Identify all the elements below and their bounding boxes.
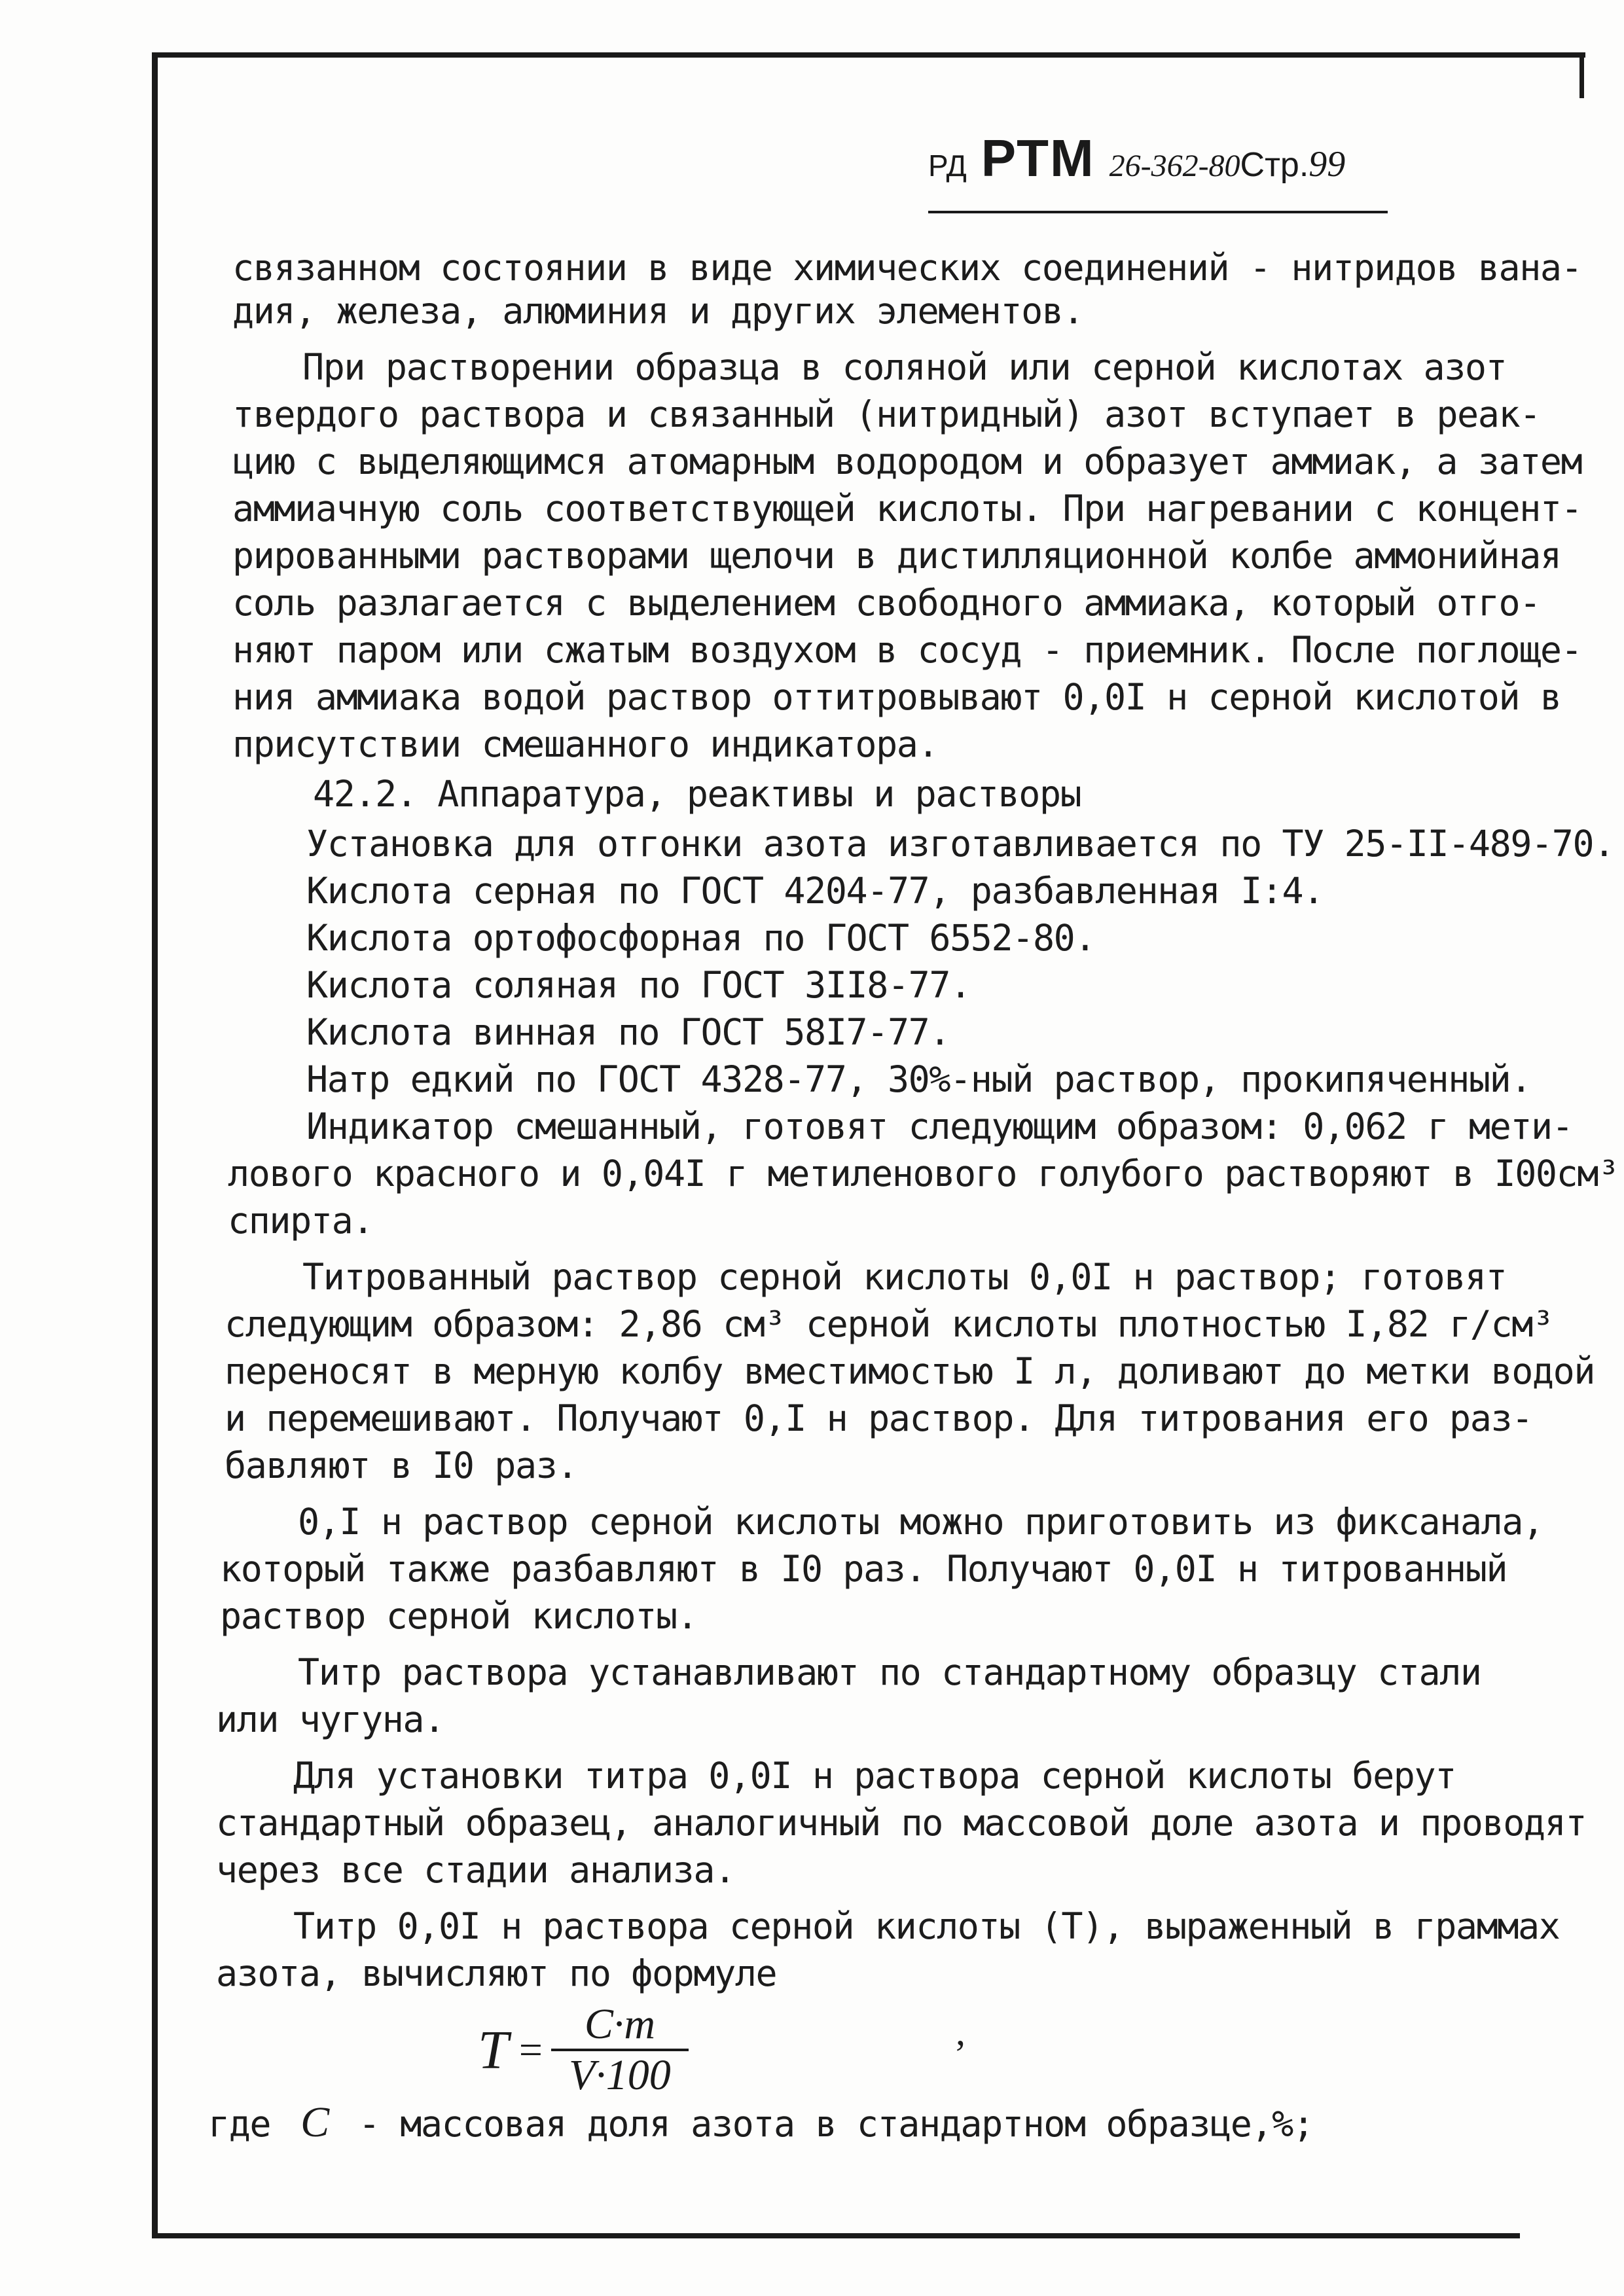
text-line: Натр едкий по ГОСТ 4328-77, 30%-ный раствор, прокипяченный. — [306, 1058, 1532, 1100]
header-page-label: Стр. — [1240, 146, 1309, 184]
frame-left-border — [152, 52, 158, 2238]
text-line: Кислота серная по ГОСТ 4204-77, разбавленная I:4. — [306, 870, 1324, 912]
header-document-number: 26-362-80 — [1109, 149, 1240, 183]
text-line: дия, железа, алюминия и других элементов. — [232, 290, 1084, 332]
text-line: Титр 0,0I н раствора серной кислоты (Т), выраженный в граммах — [293, 1905, 1560, 1947]
text-line: аммиачную соль соответствующей кислоты. При нагревании с концент- — [232, 488, 1582, 529]
text-line: Титр раствора устанавливают по стандартному образцу стали — [298, 1651, 1481, 1693]
section-heading: 42.2. Аппаратура, реактивы и растворы — [313, 773, 1081, 815]
formula-numerator: C·m — [584, 2000, 655, 2048]
text-line: Установка для отгонки азота изготавливается по ТУ 25-II-489-70. — [306, 823, 1614, 865]
text-line: бавляют в I0 раз. — [225, 1444, 578, 1486]
where-variable: C — [300, 2098, 329, 2146]
text-line: или чугуна. — [216, 1698, 444, 1740]
text-line: связанном состоянии в виде химических соединений - нитридов вана- — [232, 247, 1582, 289]
formula-denominator: V·100 — [568, 2051, 671, 2099]
header-prefix: РД — [928, 149, 967, 183]
text-line: соль разлагается с выделением свободного аммиака, который отго- — [232, 582, 1540, 624]
text-line: Титрованный раствор серной кислоты 0,0I н раствор; готовят — [302, 1256, 1507, 1298]
formula-lhs: T — [478, 2019, 509, 2081]
text-line: цию с выделяющимся атомарным водородом и образует аммиак, а затем — [232, 440, 1582, 482]
frame-top-border — [152, 52, 1585, 58]
text-line: Кислота ортофосфорная по ГОСТ 6552-80. — [306, 917, 1096, 959]
header-code: РТМ — [981, 129, 1095, 187]
text-line: следующим образом: 2,86 см³ серной кислоты плотностью I,82 г/см³ — [225, 1303, 1553, 1345]
formula-fraction — [551, 2001, 689, 2098]
text-line: твердого раствора и связанный (нитридный) азот вступает в реак- — [232, 393, 1540, 435]
text-line: который также разбавляют в I0 раз. Получают 0,0I н титрованный — [220, 1548, 1507, 1590]
text-line: Индикатор смешанный, готовят следующим образом: 0,062 г мети- — [306, 1105, 1573, 1147]
text-line: Для установки титра 0,0I н раствора серной кислоты берут — [293, 1755, 1456, 1797]
text-line: через все стадии анализа. — [216, 1849, 735, 1891]
text-line: 0,I н раствор серной кислоты можно приготовить из фиксанала, — [298, 1501, 1543, 1543]
text-line: спирта. — [228, 1200, 373, 1242]
formula-trailing-comma: , — [956, 2010, 965, 2053]
header-page-number: 99 — [1308, 144, 1346, 185]
text-line: переносят в мерную колбу вместимостью I л, доливают до метки водой — [225, 1350, 1595, 1392]
text-line: лового красного и 0,04I г метиленового голубого растворяют в I00см³ — [228, 1153, 1619, 1194]
text-line: присутствии смешанного индикатора. — [232, 723, 939, 765]
text-line: азота, вычисляют по формуле — [216, 1952, 777, 1994]
where-definition: - массовая доля азота в стандартном образце,%; — [358, 2103, 1314, 2145]
text-line: и перемешивают. Получают 0,I н раствор. Для титрования его раз- — [225, 1397, 1532, 1439]
formula-equals: = — [516, 2026, 545, 2073]
frame-right-border-stub — [1579, 52, 1584, 98]
text-line: При растворении образца в соляной или серной кислотах азот — [302, 346, 1507, 388]
text-line: раствор серной кислоты. — [220, 1595, 698, 1637]
text-line: няют паром или сжатым воздухом в сосуд - приемник. После поглоще- — [232, 629, 1582, 671]
text-line: Кислота соляная по ГОСТ 3II8-77. — [306, 964, 971, 1006]
page-header — [928, 128, 1345, 207]
text-line: рированными растворами щелочи в дистилляционной колбе аммонийная — [232, 535, 1561, 577]
text-line: ния аммиака водой раствор оттитровывают 0,0I н серной кислотой в — [232, 676, 1561, 718]
variable-definition — [208, 2098, 1314, 2146]
text-line: Кислота винная по ГОСТ 58I7-77. — [306, 1011, 950, 1053]
where-word: где — [208, 2103, 271, 2145]
frame-bottom-border — [152, 2233, 1520, 2238]
header-underline — [928, 211, 1388, 213]
text-line: стандартный образец, аналогичный по массовой доле азота и проводят — [216, 1802, 1587, 1844]
titre-formula — [478, 1998, 689, 2102]
